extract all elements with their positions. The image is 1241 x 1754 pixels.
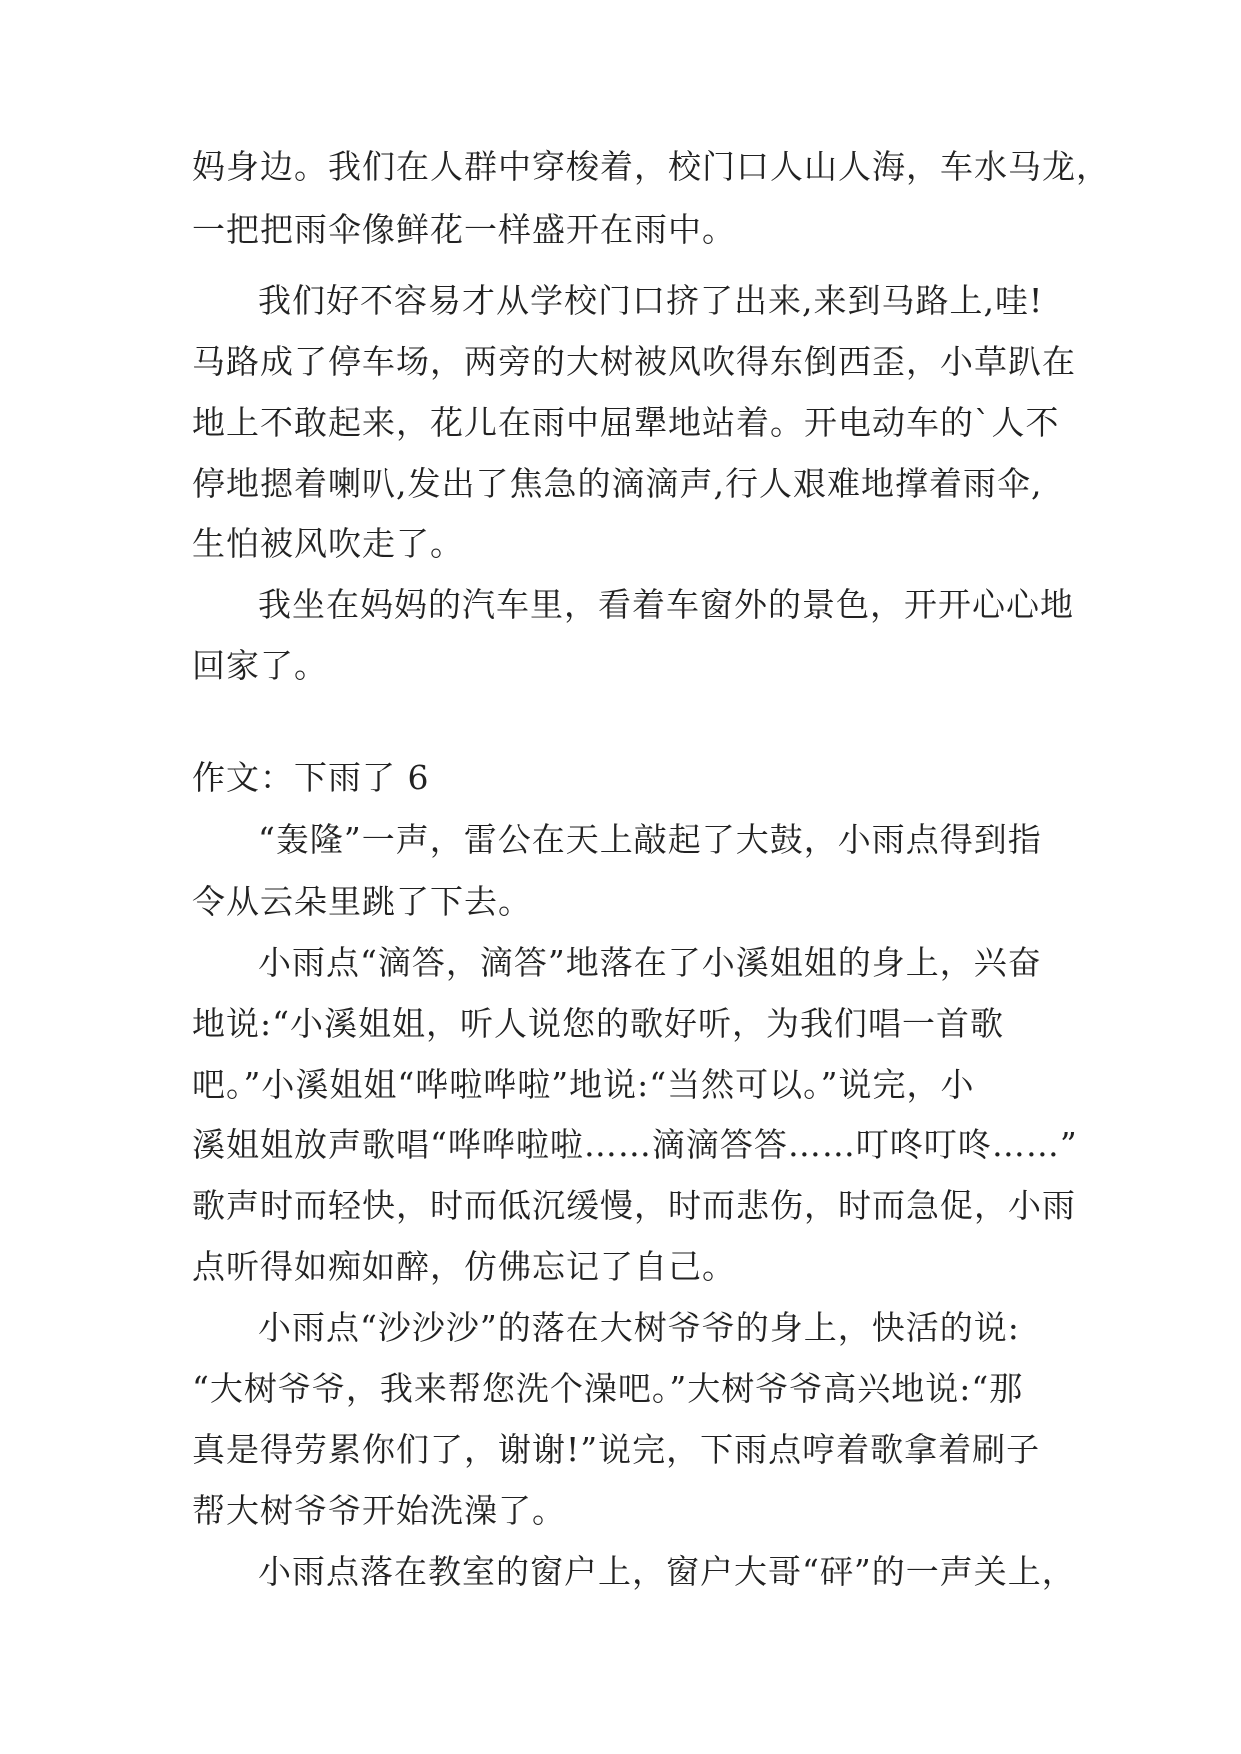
- text-line: 歌声时而轻快，时而低沉缓慢，时而悲伤，时而急促，小雨: [192, 1186, 1076, 1225]
- paragraph-start: 小雨点“滴答，滴答”地落在了小溪姐姐的身上，兴奋: [258, 943, 1042, 982]
- paragraph-start: 我坐在妈妈的汽车里，看着车窗外的景色，开开心心地: [258, 585, 1074, 624]
- text-line: 溪姐姐放声歌唱“哗哗啦啦……滴滴答答……叮咚叮咚……”: [192, 1125, 1078, 1164]
- section-title: 作文：下雨了 6: [192, 758, 430, 797]
- paragraph-start: 我们好不容易才从学校门口挤了出来,来到马路上,哇!: [258, 281, 1044, 320]
- paragraph-start: “轰隆”一声，雷公在天上敲起了大鼓，小雨点得到指: [258, 820, 1042, 859]
- text-line: 妈身边。我们在人群中穿梭着，校门口人山人海，车水马龙，: [192, 147, 1110, 186]
- text-line: 点听得如痴如醉，仿佛忘记了自己。: [192, 1247, 736, 1286]
- text-line: 停地摁着喇叭,发出了焦急的滴滴声,行人艰难地撑着雨伞,: [192, 464, 1043, 503]
- text-line: 地说:“小溪姐姐，听人说您的歌好听，为我们唱一首歌: [192, 1004, 1004, 1043]
- paragraph-start: 小雨点落在教室的窗户上，窗户大哥“砰”的一声关上，: [258, 1552, 1076, 1591]
- text-line: 生怕被风吹走了。: [192, 524, 464, 563]
- text-line: 帮大树爷爷开始洗澡了。: [192, 1491, 566, 1530]
- text-line: 回家了。: [192, 646, 328, 685]
- text-line: 真是得劳累你们了，谢谢!”说完，下雨点哼着歌拿着刷子: [192, 1430, 1041, 1469]
- paragraph-start: 小雨点“沙沙沙”的落在大树爷爷的身上，快活的说:: [258, 1308, 1020, 1347]
- text-line: 地上不敢起来，花儿在雨中屈犟地站着。开电动车的`人不: [192, 403, 1060, 442]
- text-line: 马路成了停车场，两旁的大树被风吹得东倒西歪，小草趴在: [192, 342, 1076, 381]
- text-line: 令从云朵里跳了下去。: [192, 882, 532, 921]
- text-line: 吧。”小溪姐姐“哗啦哗啦”地说:“当然可以。”说完，小: [192, 1065, 975, 1104]
- text-line: “大树爷爷，我来帮您洗个澡吧。”大树爷爷高兴地说:“那: [192, 1369, 1024, 1408]
- text-line: 一把把雨伞像鲜花一样盛开在雨中。: [192, 210, 736, 249]
